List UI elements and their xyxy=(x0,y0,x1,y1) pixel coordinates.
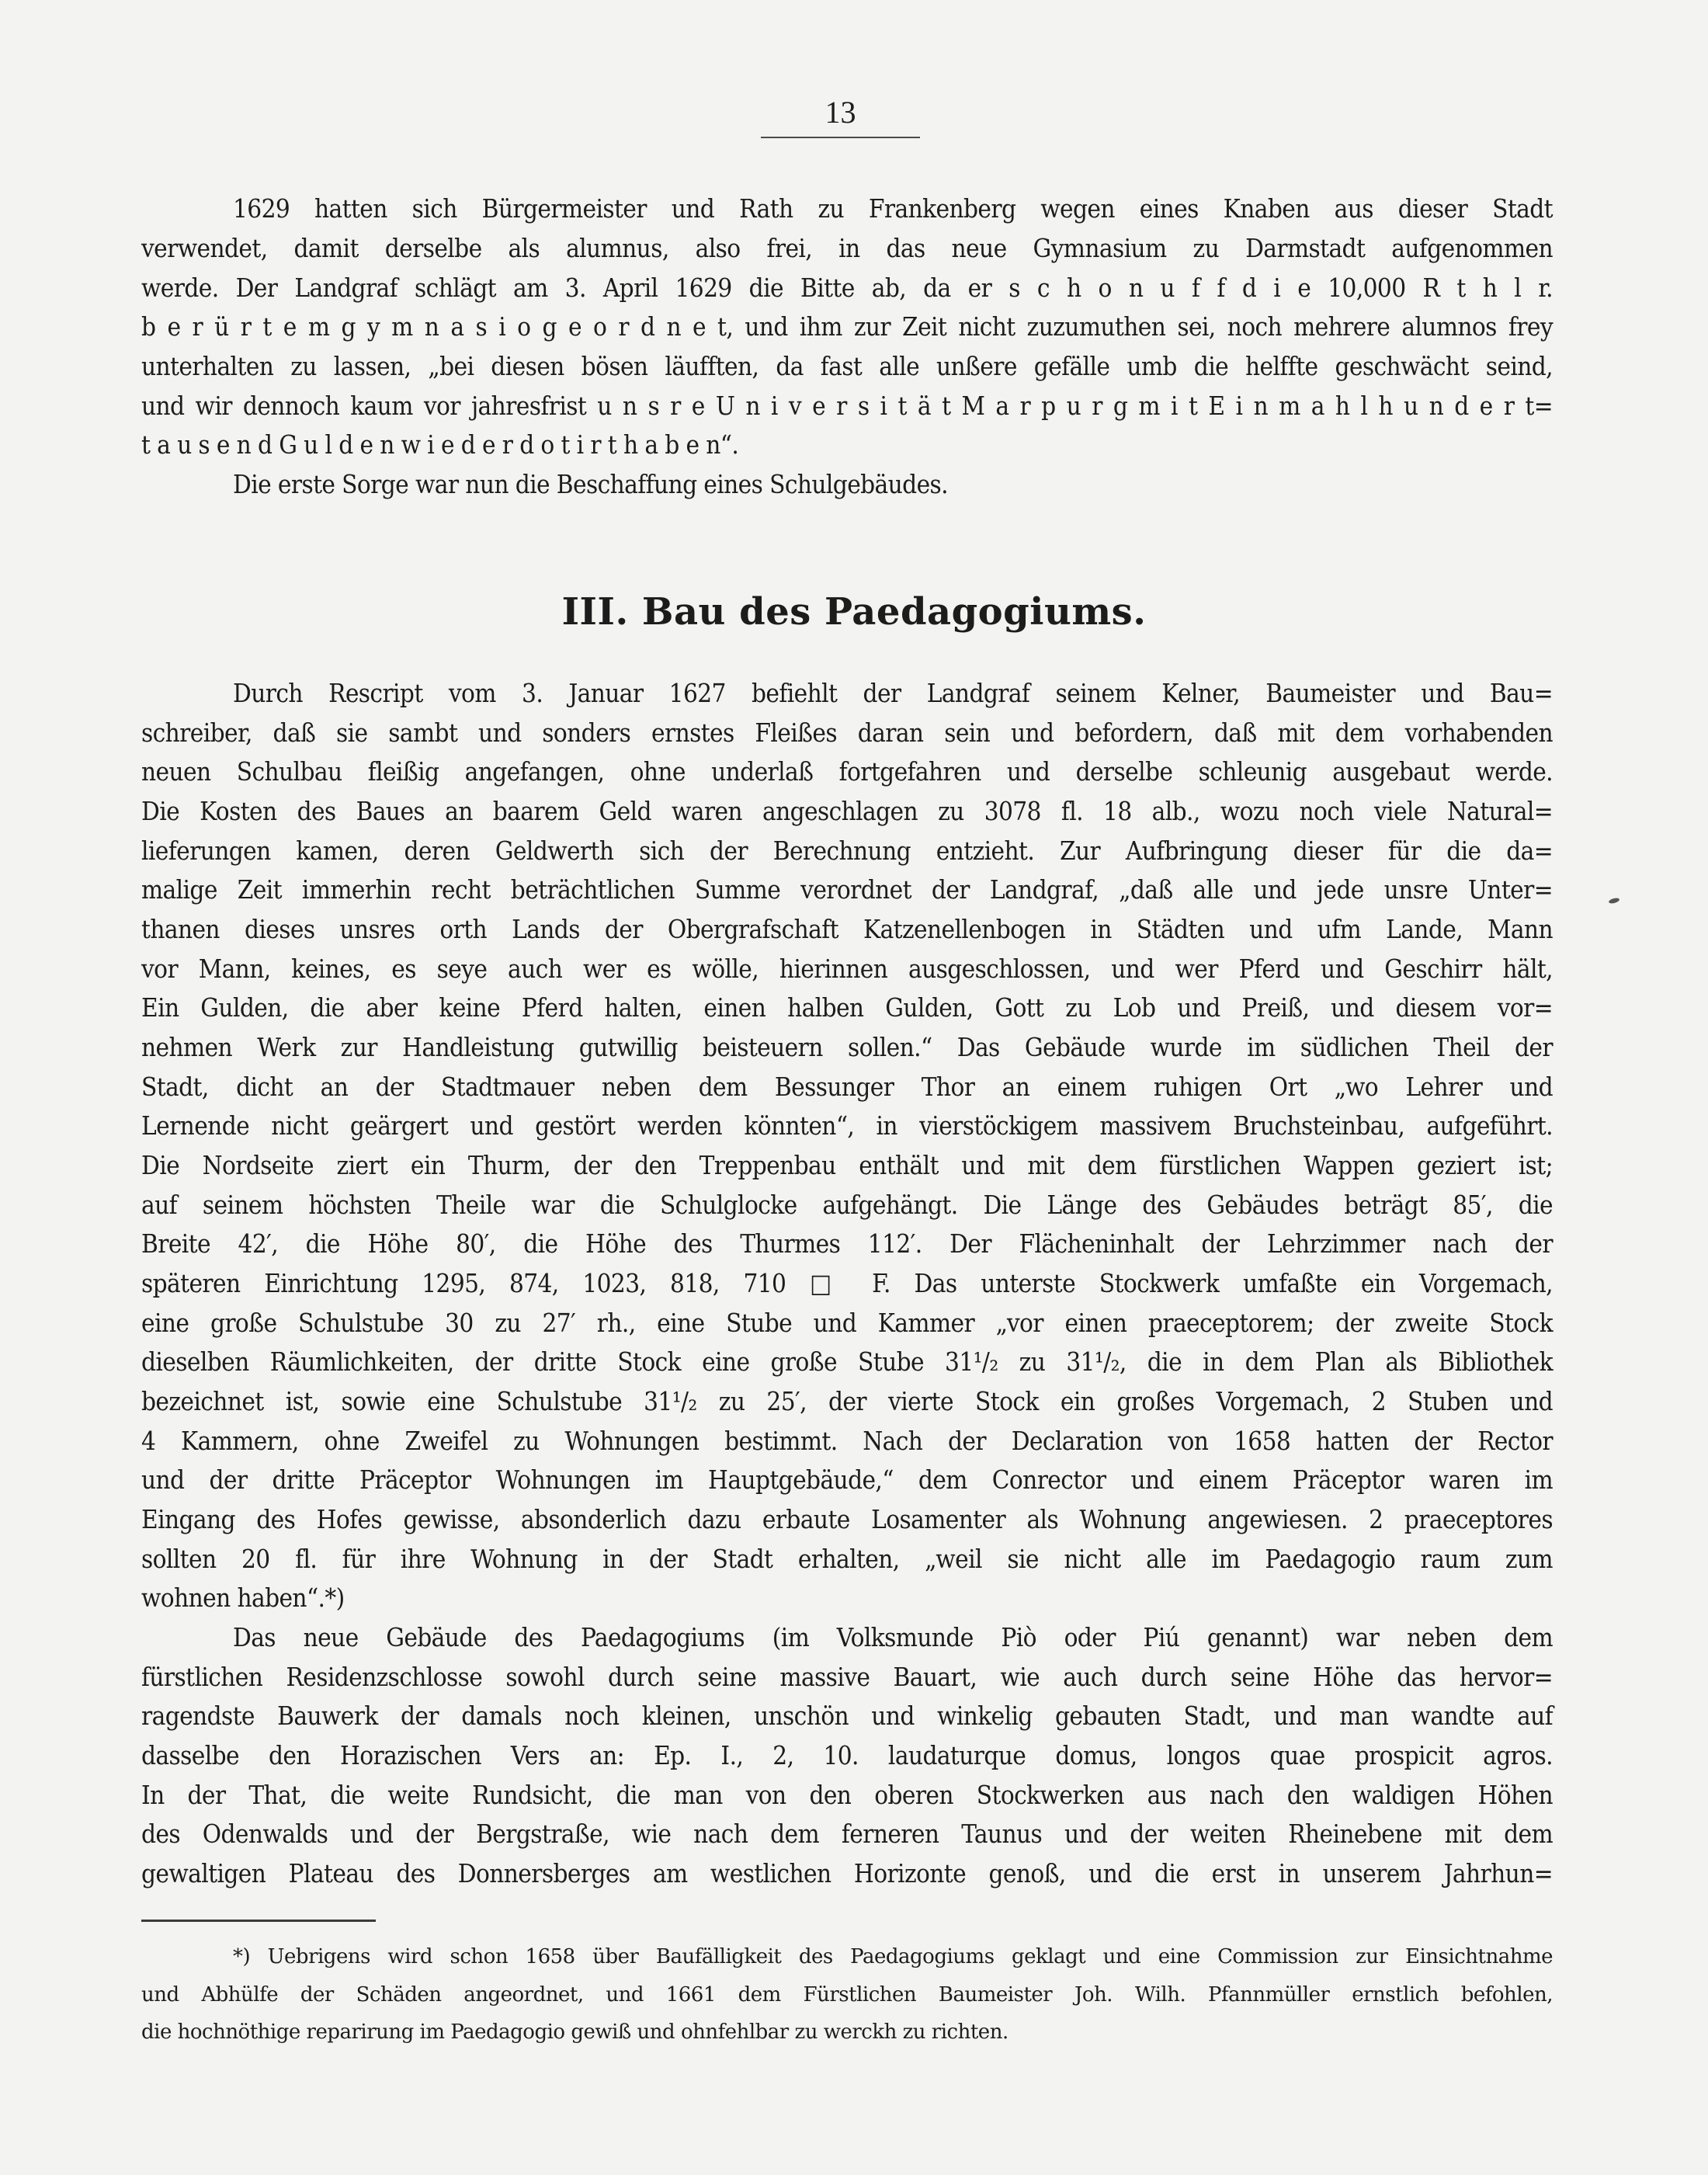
text-line: Breite 42′, die Höhe 80′, die Höhe des Thurmes 112′. Der Flächeninhalt der Lehrzimmer nach der xyxy=(141,1228,1553,1259)
text-line: Die Kosten des Baues an baarem Geld waren angeschlagen zu 3078 fl. 18 alb., wozu noch viele Natural= xyxy=(141,796,1553,826)
text-line: In der That, die weite Rundsicht, die man von den oberen Stockwerken aus nach den waldigen Höhen xyxy=(141,1780,1553,1810)
text-line: vor Mann, keines, es seye auch wer es wölle, hierinnen ausgeschlossen, und wer Pferd und Geschirr hält, xyxy=(141,954,1553,984)
text-line: Das neue Gebäude des Paedagogiums (im Volksmunde Piò oder Piú genannt) war neben dem xyxy=(233,1622,1553,1652)
intro-closing-sentence: Die erste Sorge war nun die Beschaffung eines Schulgebäudes. xyxy=(233,469,948,499)
section-heading: III. Bau des Paedagogiums. xyxy=(561,590,1147,634)
text-line: 1629 hatten sich Bürgermeister und Rath zu Frankenberg wegen eines Knaben aus dieser Stadt xyxy=(233,193,1553,224)
text-line: wohnen haben“.*) xyxy=(141,1583,345,1613)
text-line: 4 Kammern, ohne Zweifel zu Wohnungen bestimmt. Nach der Declaration von 1658 hatten der Rector xyxy=(141,1426,1553,1456)
text-line: gewaltigen Plateau des Donnersberges am westlichen Horizonte genoß, und die erst in unserem Jahrhun= xyxy=(141,1858,1553,1888)
text-line: unterhalten zu lassen, „bei diesen bösen läufften, da fast alle unßere gefälle umb die helffte geschwächt seind, xyxy=(141,351,1553,381)
text-line: t a u s e n d G u l d e n w i e d e r d o t i r t h a b e n“. xyxy=(141,429,739,460)
text-line: neuen Schulbau fleißig angefangen, ohne underlaß fortgefahren und derselbe schleunig ausgebaut werde. xyxy=(141,756,1553,787)
text-line: lieferungen kamen, deren Geldwerth sich der Berechnung entzieht. Zur Aufbringung dieser für die da= xyxy=(141,836,1553,866)
text-line: bezeichnet ist, sowie eine Schulstube 31¹/₂ zu 25′, der vierte Stock ein großes Vorgemach, 2 Stuben und xyxy=(141,1386,1553,1416)
text-line: Die Nordseite ziert ein Thurm, der den Treppenbau enthält und mit dem fürstlichen Wappen geziert ist; xyxy=(141,1150,1553,1180)
text-line: schreiber, daß sie sambt und sonders ernstes Fleißes daran sein und befordern, daß mit dem vorhabenden xyxy=(141,717,1553,748)
text-line: eine große Schulstube 30 zu 27′ rh., eine Stube und Kammer „vor einen praeceptorem; der zweite Stock xyxy=(141,1308,1553,1338)
text-line: Ein Gulden, die aber keine Pferd halten, einen halben Gulden, Gott zu Lob und Preiß, und diesem vor= xyxy=(141,992,1553,1023)
text-line: fürstlichen Residenzschlosse sowohl durch seine massive Bauart, wie auch durch seine Höhe das hervor= xyxy=(141,1662,1553,1692)
text-line: werde. Der Landgraf schlägt am 3. April 1629 die Bitte ab, da er s c h o n u f f d i e 10,000 R t h l r. xyxy=(141,273,1553,303)
footnote-line: *) Uebrigens wird schon 1658 über Baufälligkeit des Paedagogiums geklagt und eine Commission zur Einsichtnahme xyxy=(233,1945,1553,1968)
text-line: des Odenwalds und der Bergstraße, wie nach dem ferneren Taunus und der weiten Rheinebene mit dem xyxy=(141,1819,1553,1849)
page-number: 13 xyxy=(824,95,856,130)
footnote-rule xyxy=(141,1920,376,1922)
text-line: auf seinem höchsten Theile war die Schulglocke aufgehängt. Die Länge des Gebäudes beträgt 85′, die xyxy=(141,1190,1553,1220)
text-line: Lernende nicht geärgert und gestört werden könnten“, in vierstöckigem massivem Bruchsteinbau, aufgeführt. xyxy=(141,1110,1553,1141)
paper-speck xyxy=(1608,897,1619,904)
text-line: und der dritte Präceptor Wohnungen im Hauptgebäude,“ dem Conrector und einem Präceptor waren im xyxy=(141,1464,1553,1495)
text-line: und wir dennoch kaum vor jahresfrist u n s r e U n i v e r s i t ä t M a r p u r g m i t E i n m a h l h u n d e r t= xyxy=(141,391,1553,421)
text-line: späteren Einrichtung 1295, 874, 1023, 818, 710 □ F. Das unterste Stockwerk umfaßte ein Vorgemach, xyxy=(141,1268,1553,1298)
text-line: verwendet, damit derselbe als alumnus, also frei, in das neue Gymnasium zu Darmstadt aufgenommen xyxy=(141,233,1553,263)
text-line: nehmen Werk zur Handleistung gutwillig beisteuern sollen.“ Das Gebäude wurde im südlichen Theil der xyxy=(141,1032,1553,1062)
footnote-line: und Abhülfe der Schäden angeordnet, und 1661 dem Fürstlichen Baumeister Joh. Wilh. Pfannmüller ernstlich befohlen, xyxy=(141,1983,1553,2006)
text-line: Eingang des Hofes gewisse, absonderlich dazu erbaute Losamenter als Wohnung angewiesen. 2 praeceptores xyxy=(141,1504,1553,1534)
text-line: sollten 20 fl. für ihre Wohnung in der Stadt erhalten, „weil sie nicht alle im Paedagogio raum zum xyxy=(141,1544,1553,1574)
text-line: dieselben Räumlichkeiten, der dritte Stock eine große Stube 31¹/₂ zu 31¹/₂, die in dem Plan als Bibliothek xyxy=(141,1346,1553,1377)
text-line: thanen dieses unsres orth Lands der Obergrafschaft Katzenellenbogen in Städten und ufm Lande, Mann xyxy=(141,914,1553,944)
text-line: malige Zeit immerhin recht beträchtlichen Summe verordnet der Landgraf, „daß alle und jede unsre Unter= xyxy=(141,874,1553,905)
page-number-rule xyxy=(761,137,920,138)
text-line: Stadt, dicht an der Stadtmauer neben dem Bessunger Thor an einem ruhigen Ort „wo Lehrer und xyxy=(141,1072,1553,1102)
text-line: b e r ü r t e m g y m n a s i o g e o r d n e t, und ihm zur Zeit nicht zuzumuthen sei, noch mehrere alumnos frey xyxy=(141,311,1553,342)
text-line: Durch Rescript vom 3. Januar 1627 befiehlt der Landgraf seinem Kelner, Baumeister und Bau= xyxy=(233,678,1553,708)
text-line: ragendste Bauwerk der damals noch kleinen, unschön und winkelig gebauten Stadt, und man wandte auf xyxy=(141,1701,1553,1731)
footnote-line: die hochnöthige reparirung im Paedagogio gewiß und ohnfehlbar zu werckh zu richten. xyxy=(141,2020,1008,2044)
text-line: dasselbe den Horazischen Vers an: Ep. I., 2, 10. laudaturque domus, longos quae prospicit agros. xyxy=(141,1740,1553,1770)
